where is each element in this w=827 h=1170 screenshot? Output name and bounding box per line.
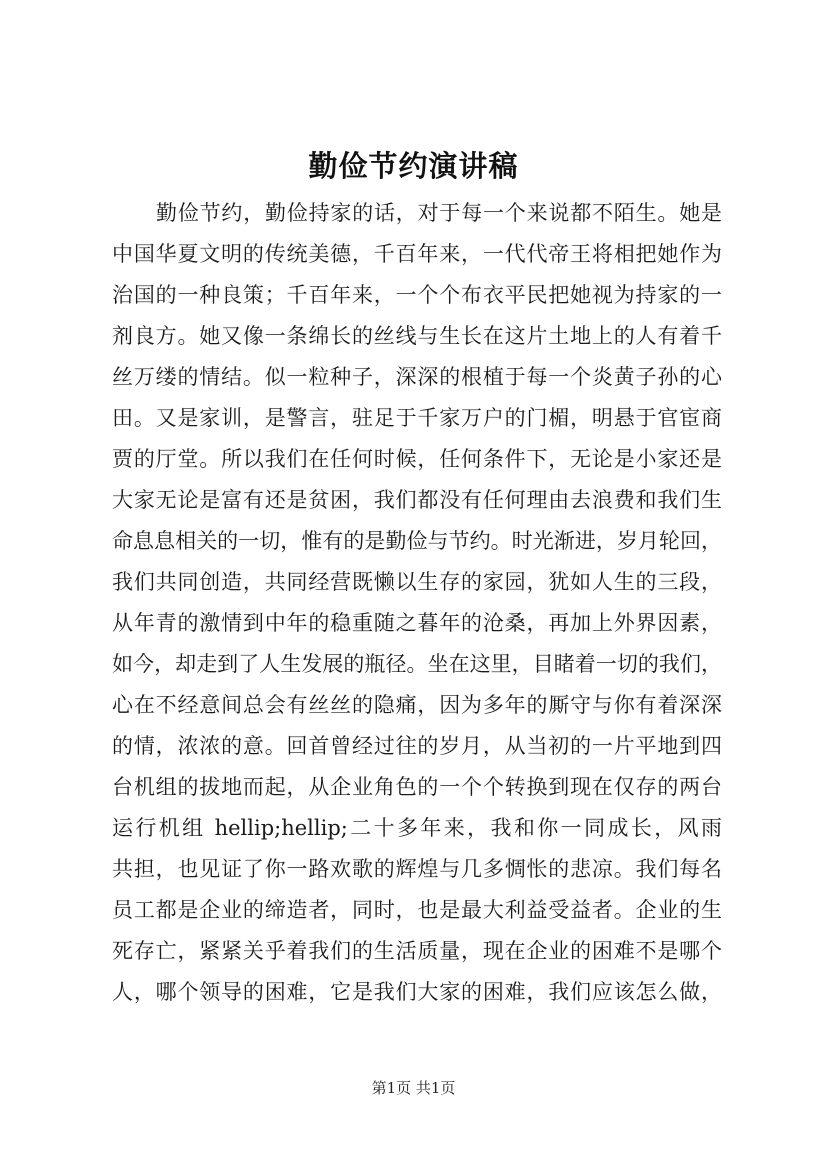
body-line: 田。又是家训，是警言，驻足于千家万户的门楣，明悬于官宦商 [112,406,722,430]
document-body [112,193,722,1013]
body-line: 的情，浓浓的意。回首曾经过往的岁月，从当初的一片平地到四 [112,734,722,758]
body-line: 人，哪个领导的困难，它是我们大家的困难，我们应该怎么做， [112,980,722,1004]
document-title: 勤俭节约演讲稿 [308,149,519,183]
body-line: 命息息相关的一切，惟有的是勤俭与节约。时光渐进，岁月轮回， [112,529,722,553]
body-line: 治国的一种良策；千百年来，一个个布衣平民把她视为持家的一 [112,283,722,307]
body-line: 勤俭节约，勤俭持家的话，对于每一个来说都不陌生。她是 [156,201,722,225]
body-line: 剂良方。她又像一条绵长的丝线与生长在这片土地上的人有着千 [112,324,722,348]
body-line: 如今，却走到了人生发展的瓶径。坐在这里，目睹着一切的我们， [112,652,722,676]
body-line: 大家无论是富有还是贫困，我们都没有任何理由去浪费和我们生 [112,488,722,512]
body-line: 员工都是企业的缔造者，同时，也是最大利益受益者。企业的生 [112,898,722,922]
body-line: 中国华夏文明的传统美德，千百年来，一代代帝王将相把她作为 [112,242,722,266]
body-line: 心在不经意间总会有丝丝的隐痛，因为多年的厮守与你有着深深 [112,693,722,717]
body-line: 死存亡，紧紧关乎着我们的生活质量，现在企业的困难不是哪个 [112,939,722,963]
body-line: 我们共同创造，共同经营既懒以生存的家园，犹如人生的三段， [112,570,722,594]
body-line: 运行机组 hellip;hellip;二十多年来，我和你一同成长，风雨 [112,816,722,840]
body-line: 贾的厅堂。所以我们在任何时候，任何条件下，无论是小家还是 [112,447,722,471]
body-line: 台机组的拔地而起，从企业角色的一个个转换到现在仅存的两台 [112,775,722,799]
body-line: 共担，也见证了你一路欢歌的辉煌与几多惆怅的悲凉。我们每名 [112,857,722,881]
body-line: 丝万缕的情结。似一粒种子，深深的根植于每一个炎黄子孙的心 [112,365,722,389]
page-number-footer: 第1页 共1页 [371,1079,456,1097]
body-line: 从年青的激情到中年的稳重随之暮年的沧桑，再加上外界因素， [112,611,722,635]
